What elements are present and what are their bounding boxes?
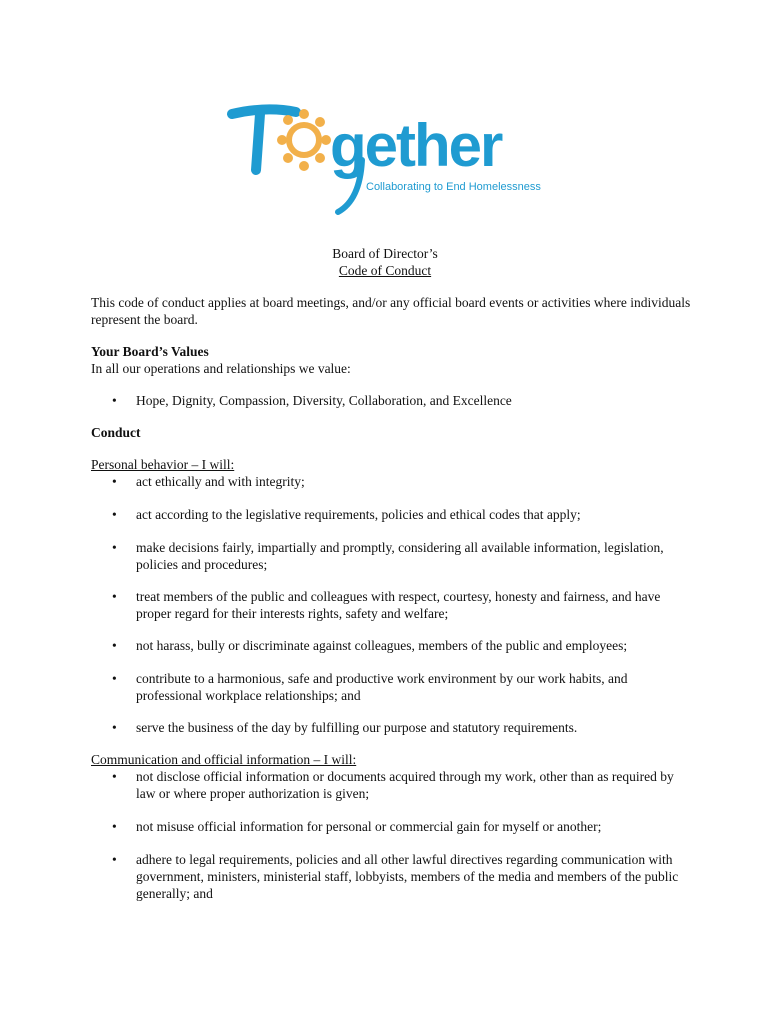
- bullet-icon: •: [112, 671, 117, 686]
- communication-heading: Communication and official information – I will:: [91, 752, 357, 767]
- list-item-text: adhere to legal requirements, policies and all other lawful directives regarding communication with government, ministers, ministerial staff, lobbyists, members of the media and members of the public generally; and: [136, 852, 679, 901]
- list-item-text: treat members of the public and colleagues with respect, courtesy, honesty and fairness, and have proper regard for their interests rights, safety and welfare;: [136, 589, 661, 621]
- bullet-icon: •: [112, 589, 117, 604]
- list-item-text: serve the business of the day by fulfilling our purpose and statutory requirements.: [136, 720, 578, 735]
- list-item-text: contribute to a harmonious, safe and productive work environment by our work habits, and professional workplace relationships; and: [136, 671, 628, 703]
- values-heading: Your Board’s Values: [91, 344, 209, 359]
- svg-text:gether: gether: [330, 112, 502, 179]
- list-item-text: act according to the legislative requirements, policies and ethical codes that apply;: [136, 507, 581, 522]
- logo-tagline: Collaborating to End Homelessness: [366, 181, 541, 193]
- bullet-icon: •: [112, 507, 117, 522]
- list-item-text: not harass, bully or discriminate against colleagues, members of the public and employees;: [136, 638, 628, 653]
- bullet-icon: •: [112, 819, 117, 834]
- bullet-icon: •: [112, 638, 117, 653]
- list-item-text: make decisions fairly, impartially and promptly, considering all available information, legislation, policies and procedures;: [136, 540, 664, 572]
- bullet-icon: •: [112, 474, 117, 489]
- bullet-icon: •: [112, 720, 117, 735]
- personal-behavior-heading: Personal behavior – I will:: [91, 457, 235, 472]
- bullet-icon: •: [112, 769, 117, 784]
- intro-paragraph: This code of conduct applies at board meetings, and/or any official board events or activities where individuals represent the board.: [91, 295, 691, 327]
- together-logo: [226, 100, 546, 218]
- logo-graphic: [226, 100, 546, 218]
- list-item-text: Hope, Dignity, Compassion, Diversity, Collaboration, and Excellence: [136, 393, 512, 408]
- values-lead: In all our operations and relationships we value:: [91, 361, 351, 376]
- bullet-icon: •: [112, 852, 117, 867]
- conduct-heading: Conduct: [91, 425, 141, 440]
- document-subtitle: Code of Conduct: [338, 263, 432, 278]
- list-item-text: not misuse official information for personal or commercial gain for myself or another;: [136, 819, 602, 834]
- document-title: Board of Director’s: [332, 246, 438, 261]
- list-item-text: not disclose official information or documents acquired through my work, other than as required by law or where proper authorization is given;: [136, 769, 674, 801]
- list-item-text: act ethically and with integrity;: [136, 474, 305, 489]
- sun-icon: [277, 109, 331, 171]
- bullet-icon: •: [112, 393, 117, 408]
- document-title-block: [0, 245, 770, 279]
- bullet-icon: •: [112, 540, 117, 555]
